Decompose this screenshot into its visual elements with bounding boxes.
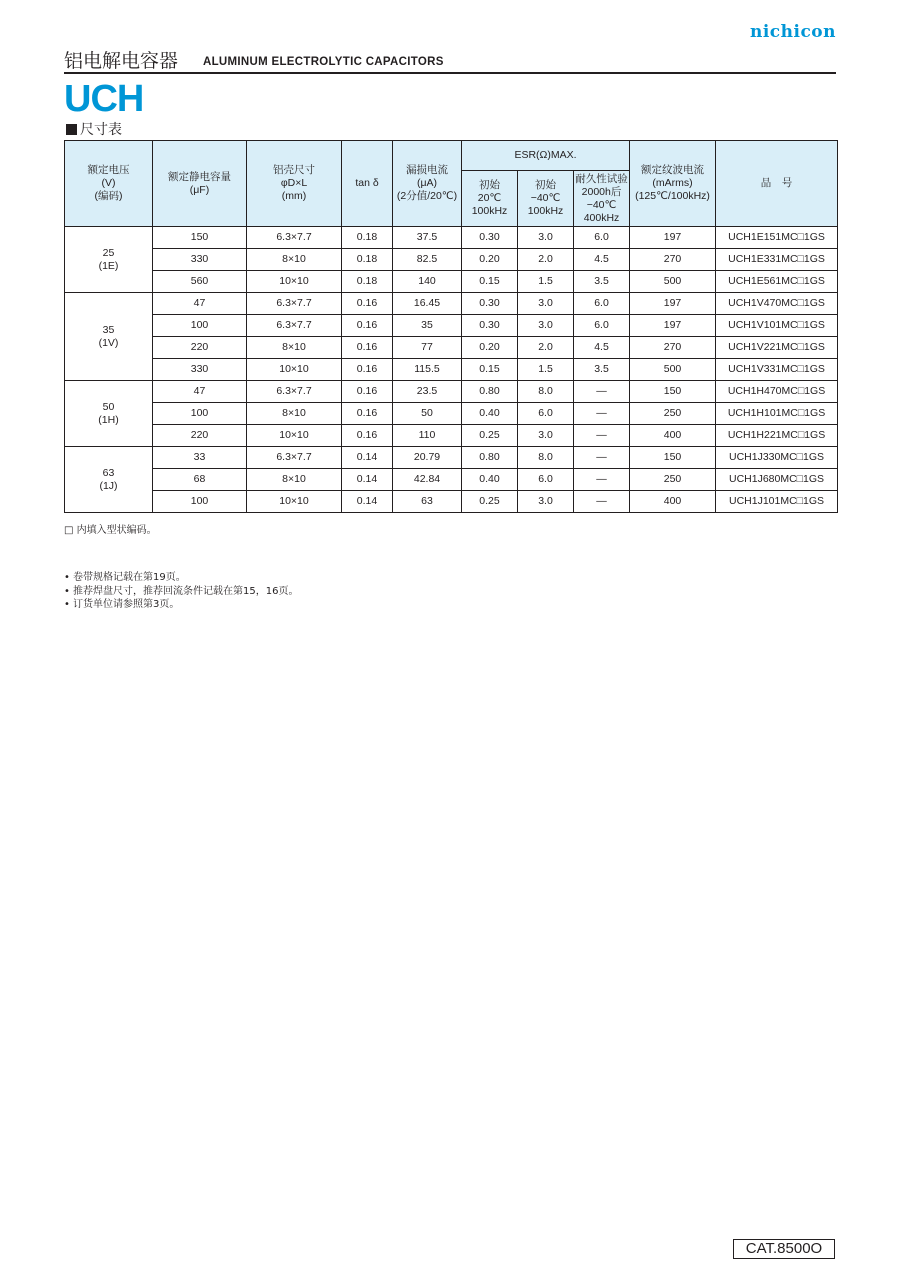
leakage-cell: 82.5 [393,249,462,271]
tan-delta-cell: 0.14 [342,491,393,513]
tan-delta-cell: 0.16 [342,359,393,381]
esr-20c-cell: 0.80 [462,447,518,469]
header-title-cn: 铝电解电容器 [64,50,179,72]
leakage-cell: 50 [393,403,462,425]
page-header [64,44,836,74]
header-leakage-current: 漏损电流 (μA) (2分值/20℃) [393,141,462,227]
esr-endurance-cell: 6.0 [574,315,630,337]
esr-endurance-cell: 6.0 [574,227,630,249]
esr-minus40c-cell: 3.0 [518,425,574,447]
table-body [65,227,838,513]
capacitance-cell: 330 [153,359,247,381]
tan-delta-cell: 0.18 [342,227,393,249]
table-row [65,447,838,469]
ripple-cell: 197 [630,315,716,337]
case-size-cell: 8×10 [247,337,342,359]
esr-20c-cell: 0.15 [462,271,518,293]
leakage-cell: 23.5 [393,381,462,403]
ripple-cell: 197 [630,227,716,249]
case-size-cell: 10×10 [247,425,342,447]
esr-minus40c-cell: 8.0 [518,447,574,469]
part-number-cell: UCH1J101MC□1GS [716,491,838,513]
case-size-cell: 10×10 [247,271,342,293]
capacitance-cell: 100 [153,403,247,425]
case-size-cell: 8×10 [247,249,342,271]
header-capacitance: 额定静电容量 (μF) [153,141,247,227]
part-number-cell: UCH1V221MC□1GS [716,337,838,359]
tan-delta-cell: 0.16 [342,425,393,447]
esr-endurance-cell: — [574,381,630,403]
ripple-cell: 270 [630,337,716,359]
voltage-cell: 35 (1V) [65,293,153,381]
esr-endurance-cell: 3.5 [574,271,630,293]
esr-minus40c-cell: 8.0 [518,381,574,403]
table-row [65,381,838,403]
section-heading [66,119,122,139]
esr-endurance-cell: 4.5 [574,249,630,271]
esr-minus40c-cell: 3.0 [518,491,574,513]
header-voltage: 额定电压 (V) (编码) [65,141,153,227]
part-number-cell: UCH1V101MC□1GS [716,315,838,337]
header-esr-initial-minus40c: 初始 −40℃ 100kHz [518,171,574,227]
esr-20c-cell: 0.25 [462,425,518,447]
voltage-cell: 63 (1J) [65,447,153,513]
header-esr-initial-20c: 初始 20℃ 100kHz [462,171,518,227]
ripple-cell: 270 [630,249,716,271]
esr-minus40c-cell: 3.0 [518,227,574,249]
dimension-table [64,140,838,513]
header-part-number: 品 号 [716,141,838,227]
table-row [65,403,838,425]
leakage-cell: 42.84 [393,469,462,491]
ripple-cell: 150 [630,447,716,469]
case-size-cell: 10×10 [247,359,342,381]
esr-20c-cell: 0.40 [462,403,518,425]
tan-delta-cell: 0.18 [342,271,393,293]
table-row [65,337,838,359]
tan-delta-cell: 0.14 [342,469,393,491]
leakage-cell: 16.45 [393,293,462,315]
table-row [65,293,838,315]
case-size-cell: 6.3×7.7 [247,447,342,469]
case-size-cell: 6.3×7.7 [247,227,342,249]
ripple-cell: 197 [630,293,716,315]
tan-delta-cell: 0.16 [342,403,393,425]
esr-minus40c-cell: 6.0 [518,403,574,425]
esr-minus40c-cell: 1.5 [518,359,574,381]
table-row [65,227,838,249]
leakage-cell: 110 [393,425,462,447]
leakage-cell: 140 [393,271,462,293]
leakage-cell: 63 [393,491,462,513]
ripple-cell: 500 [630,359,716,381]
case-size-cell: 8×10 [247,403,342,425]
leakage-cell: 20.79 [393,447,462,469]
table-row [65,271,838,293]
tan-delta-cell: 0.14 [342,447,393,469]
ripple-cell: 250 [630,403,716,425]
esr-endurance-cell: — [574,447,630,469]
header-case-size: 铝壳尺寸 φD×L (mm) [247,141,342,227]
section-title: 尺寸表 [80,122,122,138]
esr-minus40c-cell: 6.0 [518,469,574,491]
table-row [65,425,838,447]
esr-endurance-cell: 4.5 [574,337,630,359]
table-row [65,359,838,381]
esr-20c-cell: 0.25 [462,491,518,513]
esr-20c-cell: 0.20 [462,337,518,359]
leakage-cell: 77 [393,337,462,359]
capacitance-cell: 100 [153,315,247,337]
capacitance-cell: 560 [153,271,247,293]
series-name: UCH [64,78,144,120]
table-row [65,249,838,271]
esr-20c-cell: 0.80 [462,381,518,403]
part-number-cell: UCH1J680MC□1GS [716,469,838,491]
case-size-cell: 6.3×7.7 [247,293,342,315]
esr-20c-cell: 0.30 [462,227,518,249]
esr-minus40c-cell: 2.0 [518,249,574,271]
capacitance-cell: 220 [153,425,247,447]
ripple-cell: 400 [630,491,716,513]
leakage-cell: 115.5 [393,359,462,381]
case-size-cell: 8×10 [247,469,342,491]
bullet-note: • 卷带规格记载在第19页。 [64,571,298,585]
esr-20c-cell: 0.30 [462,293,518,315]
capacitance-cell: 47 [153,381,247,403]
case-size-cell: 6.3×7.7 [247,381,342,403]
part-number-cell: UCH1E151MC□1GS [716,227,838,249]
catalog-number: CAT.8500O [733,1239,835,1259]
header-esr: ESR(Ω)MAX. [462,141,630,171]
brand-logo: nichicon [749,22,836,42]
bullet-note: • 推荐焊盘尺寸，推荐回流条件记载在第15，16页。 [64,585,298,599]
esr-endurance-cell: — [574,425,630,447]
header-esr-endurance: 耐久性试验 2000h后 −40℃ 400kHz [574,171,630,227]
esr-20c-cell: 0.30 [462,315,518,337]
square-bullet-icon [66,124,77,135]
header-title-en: ALUMINUM ELECTROLYTIC CAPACITORS [203,56,444,68]
capacitance-cell: 330 [153,249,247,271]
esr-endurance-cell: — [574,469,630,491]
esr-endurance-cell: 3.5 [574,359,630,381]
esr-endurance-cell: 6.0 [574,293,630,315]
tan-delta-cell: 0.18 [342,249,393,271]
part-number-cell: UCH1E331MC□1GS [716,249,838,271]
esr-20c-cell: 0.20 [462,249,518,271]
esr-minus40c-cell: 3.0 [518,293,574,315]
ripple-cell: 500 [630,271,716,293]
esr-minus40c-cell: 2.0 [518,337,574,359]
esr-minus40c-cell: 3.0 [518,315,574,337]
leakage-cell: 37.5 [393,227,462,249]
capacitance-cell: 47 [153,293,247,315]
esr-minus40c-cell: 1.5 [518,271,574,293]
case-size-cell: 6.3×7.7 [247,315,342,337]
capacitance-cell: 100 [153,491,247,513]
part-number-cell: UCH1H470MC□1GS [716,381,838,403]
capacitance-cell: 68 [153,469,247,491]
table-row [65,315,838,337]
ripple-cell: 400 [630,425,716,447]
capacitance-cell: 220 [153,337,247,359]
header-ripple-current: 额定纹波电流 (mArms) (125℃/100kHz) [630,141,716,227]
table-note: □ 内填入型状编码。 [64,525,157,536]
esr-endurance-cell: — [574,403,630,425]
esr-endurance-cell: — [574,491,630,513]
tan-delta-cell: 0.16 [342,381,393,403]
part-number-cell: UCH1H101MC□1GS [716,403,838,425]
bullet-notes [64,571,298,612]
tan-delta-cell: 0.16 [342,337,393,359]
bullet-note: • 订货单位请参照第3页。 [64,598,298,612]
part-number-cell: UCH1H221MC□1GS [716,425,838,447]
part-number-cell: UCH1V331MC□1GS [716,359,838,381]
part-number-cell: UCH1J330MC□1GS [716,447,838,469]
esr-20c-cell: 0.40 [462,469,518,491]
header-tan-delta: tan δ [342,141,393,227]
ripple-cell: 250 [630,469,716,491]
capacitance-cell: 33 [153,447,247,469]
esr-20c-cell: 0.15 [462,359,518,381]
capacitance-cell: 150 [153,227,247,249]
tan-delta-cell: 0.16 [342,315,393,337]
table-row [65,469,838,491]
part-number-cell: UCH1V470MC□1GS [716,293,838,315]
leakage-cell: 35 [393,315,462,337]
voltage-cell: 25 (1E) [65,227,153,293]
case-size-cell: 10×10 [247,491,342,513]
table-row [65,491,838,513]
ripple-cell: 150 [630,381,716,403]
voltage-cell: 50 (1H) [65,381,153,447]
tan-delta-cell: 0.16 [342,293,393,315]
part-number-cell: UCH1E561MC□1GS [716,271,838,293]
